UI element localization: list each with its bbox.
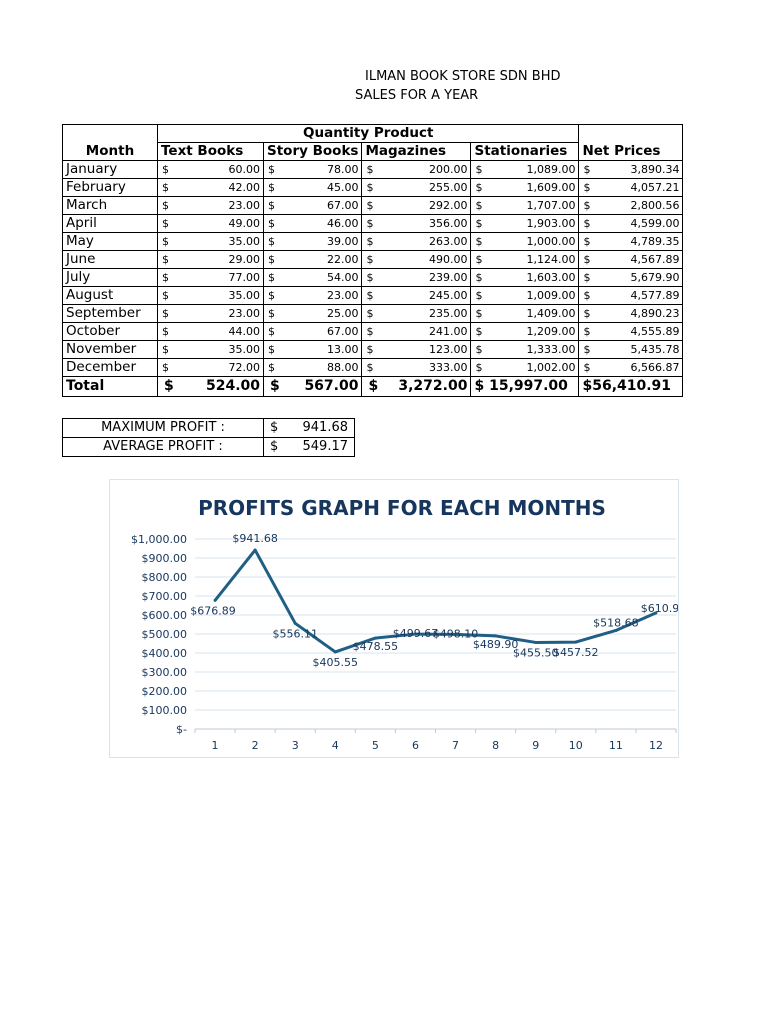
total-stat-value: $ 15,997.00 [474,378,568,394]
text-books-cell [158,179,264,197]
magazines-value: 239.00 [428,271,468,284]
stationaries-cell [471,269,579,287]
currency-symbol: $ [583,343,591,356]
magazines-value: 241.00 [428,325,468,338]
total-stat-cell [471,377,579,397]
text-books-cell [158,341,264,359]
month-cell: September [63,305,158,323]
data-label: $457.52 [553,646,599,660]
table-row [63,323,683,341]
text-books-cell [158,305,264,323]
x-tick-label: 7 [452,739,460,752]
story-books-value: 25.00 [326,307,359,320]
month-cell: June [63,251,158,269]
currency-symbol: $ [268,343,275,356]
story-books-value: 78.00 [326,163,359,176]
month-cell: May [63,233,158,251]
text-books-value: 29.00 [228,253,260,266]
stationaries-value: 1,707.00 [526,199,576,212]
total-text-cell [158,377,264,397]
table-row [63,305,683,323]
currency-symbol: $ [475,343,483,356]
magazines-cell [362,161,471,179]
y-tick-label: $800.00 [141,571,187,584]
magazines-cell [362,341,471,359]
y-tick-label: $600.00 [141,609,187,622]
magazines-value: 123.00 [428,343,468,356]
data-label: $498.10 [432,627,479,641]
stationaries-value: 1,124.00 [526,253,576,266]
net-prices-cell [579,323,683,341]
magazines-cell [362,359,471,377]
text-books-value: 35.00 [228,343,260,356]
text-books-value: 35.00 [228,235,260,248]
currency-symbol: $ [162,325,169,338]
max-profit-cell [264,419,355,438]
col-magazines: Magazines [362,143,471,161]
table-row [63,161,683,179]
currency-symbol: $ [583,253,591,266]
magazines-value: 235.00 [428,307,468,320]
story-books-cell [264,179,362,197]
currency-symbol: $ [366,343,374,356]
x-tick-label: 12 [648,739,663,752]
currency-symbol: $ [366,271,374,284]
net-prices-value: 4,599.00 [630,217,680,230]
x-tick-label: 4 [331,739,339,752]
net-prices-value: 4,057.21 [630,181,680,194]
magazines-cell [362,215,471,233]
story-books-value: 46.00 [326,217,359,230]
net-prices-cell [579,215,683,233]
text-books-value: 42.00 [228,181,260,194]
currency-symbol: $ [475,325,483,338]
currency-symbol: $ [475,163,483,176]
text-books-cell [158,215,264,233]
text-books-cell [158,197,264,215]
net-prices-value: 4,567.89 [630,253,680,266]
month-cell: August [63,287,158,305]
currency-symbol: $ [475,289,483,302]
header-spacer-right [579,125,683,143]
currency-symbol: $ [270,439,279,454]
net-prices-value: 4,555.89 [630,325,680,338]
avg-profit-label: AVERAGE PROFIT : [63,438,264,457]
x-tick-label: 2 [251,739,259,752]
currency-symbol: $ [366,325,374,338]
magazines-value: 200.00 [428,163,468,176]
net-prices-value: 4,577.89 [630,289,680,302]
magazines-value: 490.00 [428,253,468,266]
text-books-value: 35.00 [228,289,260,302]
total-text-value: 524.00 [205,378,260,394]
table-row [63,215,683,233]
currency-symbol: $ [475,181,483,194]
currency-symbol: $ [164,378,174,394]
story-books-cell [264,233,362,251]
stationaries-value: 1,002.00 [526,361,576,374]
col-month: Month [63,143,158,161]
x-tick-label: 8 [492,739,500,752]
net-prices-cell [579,341,683,359]
data-label: $478.55 [352,640,399,654]
stationaries-value: 1,603.00 [526,271,576,284]
story-books-cell [264,323,362,341]
net-prices-value: 4,890.23 [630,307,680,320]
stationaries-value: 1,000.00 [526,235,576,248]
table-row [63,233,683,251]
currency-symbol: $ [268,307,275,320]
magazines-cell [362,305,471,323]
col-net-prices: Net Prices [579,143,683,161]
story-books-cell [264,197,362,215]
y-tick-label: $500.00 [141,628,187,641]
magazines-value: 255.00 [428,181,468,194]
currency-symbol: $ [366,253,374,266]
month-cell: January [63,161,158,179]
data-point [294,622,297,625]
currency-symbol: $ [268,271,275,284]
currency-symbol: $ [268,325,275,338]
currency-symbol: $ [162,163,169,176]
stationaries-cell [471,215,579,233]
text-books-cell [158,323,264,341]
max-profit-value: 941.68 [302,420,348,435]
data-label: $941.68 [232,532,278,546]
net-prices-cell [579,233,683,251]
data-label: $455.50 [512,646,559,660]
currency-symbol: $ [583,325,591,338]
stationaries-cell [471,179,579,197]
data-point [214,599,217,602]
profit-line-chart [110,480,679,758]
y-tick-label: $1,000.00 [131,533,187,546]
header-spacer [63,125,158,143]
stationaries-cell [471,323,579,341]
table-row [63,197,683,215]
stationaries-value: 1,609.00 [526,181,576,194]
net-prices-cell [579,179,683,197]
text-books-value: 49.00 [228,217,260,230]
table-row [63,359,683,377]
currency-symbol: $ [162,343,169,356]
stationaries-cell [471,251,579,269]
currency-symbol: $ [583,199,591,212]
net-prices-value: 6,566.87 [630,361,680,374]
total-net-value: $56,410.91 [582,378,672,394]
story-books-value: 23.00 [326,289,359,302]
currency-symbol: $ [583,181,591,194]
chart-title: PROFITS GRAPH FOR EACH MONTHS [198,496,606,520]
data-point [574,641,577,644]
text-books-value: 72.00 [228,361,260,374]
month-cell: July [63,269,158,287]
profit-chart [109,479,679,758]
magazines-cell [362,269,471,287]
max-profit-label: MAXIMUM PROFIT : [63,419,264,438]
x-tick-label: 6 [411,739,419,752]
currency-symbol: $ [475,271,483,284]
text-books-value: 23.00 [228,307,260,320]
stationaries-cell [471,359,579,377]
magazines-value: 245.00 [428,289,468,302]
currency-symbol: $ [366,181,374,194]
currency-symbol: $ [270,420,279,435]
magazines-cell [362,233,471,251]
currency-symbol: $ [162,307,169,320]
currency-symbol: $ [162,289,169,302]
stationaries-cell [471,305,579,323]
story-books-cell [264,215,362,233]
stationaries-value: 1,009.00 [526,289,576,302]
sales-table [62,124,683,397]
story-books-value: 88.00 [326,361,359,374]
magazines-value: 333.00 [428,361,468,374]
currency-symbol: $ [268,199,275,212]
currency-symbol: $ [162,235,169,248]
y-tick-label: $100.00 [141,704,187,717]
currency-symbol: $ [268,235,275,248]
currency-symbol: $ [475,199,483,212]
data-label: $556.11 [272,627,318,641]
currency-symbol: $ [583,307,591,320]
net-prices-value: 2,800.56 [630,199,680,212]
data-point [254,549,257,552]
month-cell: April [63,215,158,233]
col-text-books: Text Books [158,143,264,161]
currency-symbol: $ [368,378,379,394]
y-tick-label: $200.00 [141,685,187,698]
currency-symbol: $ [583,163,591,176]
text-books-cell [158,287,264,305]
x-tick-label: 10 [568,739,583,752]
text-books-cell [158,161,264,179]
month-cell: December [63,359,158,377]
report-subtitle: SALES FOR A YEAR [355,88,479,103]
currency-symbol: $ [162,361,169,374]
stationaries-value: 1,089.00 [526,163,576,176]
table-row [63,179,683,197]
stationaries-value: 1,903.00 [526,217,576,230]
story-books-cell [264,251,362,269]
currency-symbol: $ [366,163,374,176]
story-books-cell [264,269,362,287]
total-row [63,377,683,397]
table-row [63,287,683,305]
magazines-cell [362,197,471,215]
total-mag-value: 3,272.00 [398,378,468,394]
currency-symbol: $ [583,289,591,302]
avg-profit-cell [264,438,355,457]
currency-symbol: $ [366,307,374,320]
total-mag-cell [362,377,471,397]
currency-symbol: $ [366,199,374,212]
currency-symbol: $ [270,378,280,394]
text-books-cell [158,233,264,251]
text-books-value: 77.00 [228,271,260,284]
magazines-value: 356.00 [428,217,468,230]
story-books-value: 39.00 [326,235,359,248]
data-point [534,641,537,644]
net-prices-cell [579,287,683,305]
currency-symbol: $ [583,217,591,230]
month-cell: March [63,197,158,215]
y-tick-label: $400.00 [141,647,187,660]
net-prices-cell [579,269,683,287]
y-tick-label: $300.00 [141,666,187,679]
magazines-cell [362,179,471,197]
month-cell: October [63,323,158,341]
currency-symbol: $ [583,235,591,248]
magazines-value: 292.00 [428,199,468,212]
table-row [63,341,683,359]
story-books-cell [264,359,362,377]
net-prices-cell [579,305,683,323]
currency-symbol: $ [366,361,374,374]
net-prices-cell [579,359,683,377]
currency-symbol: $ [583,271,591,284]
net-prices-value: 5,435.78 [630,343,680,356]
stationaries-cell [471,341,579,359]
currency-symbol: $ [475,307,483,320]
x-tick-label: 1 [211,739,219,752]
data-label: $405.55 [312,655,359,669]
x-tick-label: 11 [608,739,623,752]
col-stationaries: Stationaries [471,143,579,161]
avg-profit-value: 549.17 [302,439,348,454]
currency-symbol: $ [162,181,169,194]
net-prices-value: 4,789.35 [630,235,680,248]
month-cell: February [63,179,158,197]
data-label: $676.89 [190,604,236,618]
company-title: ILMAN BOOK STORE SDN BHD [365,69,561,84]
story-books-value: 13.00 [326,343,359,356]
y-tick-label: $- [176,723,187,736]
stationaries-value: 1,333.00 [526,343,576,356]
story-books-cell [264,161,362,179]
table-row [63,269,683,287]
story-books-cell [264,287,362,305]
currency-symbol: $ [268,253,275,266]
x-tick-label: 5 [371,739,379,752]
stationaries-cell [471,287,579,305]
text-books-cell [158,359,264,377]
magazines-cell [362,287,471,305]
stationaries-cell [471,233,579,251]
story-books-value: 54.00 [326,271,359,284]
currency-symbol: $ [268,217,275,230]
text-books-value: 44.00 [228,325,260,338]
data-point [334,650,337,653]
data-label: $610.9 [640,601,680,615]
text-books-value: 23.00 [228,199,260,212]
magazines-cell [362,323,471,341]
text-books-cell [158,269,264,287]
profit-table [62,418,355,457]
magazines-cell [362,251,471,269]
currency-symbol: $ [268,289,275,302]
total-net-cell [579,377,683,397]
stationaries-value: 1,409.00 [526,307,576,320]
currency-symbol: $ [162,217,169,230]
y-tick-label: $900.00 [141,552,187,565]
story-books-cell [264,305,362,323]
data-label: $518.68 [593,616,639,630]
x-tick-label: 3 [291,739,299,752]
net-prices-value: 5,679.90 [630,271,680,284]
table-row [63,251,683,269]
y-tick-label: $700.00 [141,590,187,603]
currency-symbol: $ [162,253,169,266]
month-cell: November [63,341,158,359]
data-label: $499.67 [392,627,439,641]
currency-symbol: $ [475,361,483,374]
stationaries-cell [471,197,579,215]
group-header: Quantity Product [158,125,579,143]
currency-symbol: $ [268,361,275,374]
text-books-value: 60.00 [228,163,260,176]
net-prices-cell [579,251,683,269]
stationaries-value: 1,209.00 [526,325,576,338]
currency-symbol: $ [583,361,591,374]
net-prices-cell [579,197,683,215]
story-books-value: 45.00 [326,181,359,194]
currency-symbol: $ [268,181,275,194]
story-books-value: 67.00 [326,325,359,338]
total-label: Total [63,377,158,397]
currency-symbol: $ [366,217,374,230]
currency-symbol: $ [475,235,483,248]
stationaries-cell [471,161,579,179]
text-books-cell [158,251,264,269]
currency-symbol: $ [268,163,275,176]
currency-symbol: $ [162,271,169,284]
net-prices-value: 3,890.34 [630,163,680,176]
currency-symbol: $ [366,235,374,248]
currency-symbol: $ [366,289,374,302]
magazines-value: 263.00 [428,235,468,248]
currency-symbol: $ [475,253,483,266]
story-books-cell [264,341,362,359]
total-story-value: 567.00 [304,378,359,394]
total-story-cell [264,377,362,397]
col-story-books: Story Books [264,143,362,161]
story-books-value: 67.00 [326,199,359,212]
currency-symbol: $ [475,217,483,230]
data-label: $489.90 [472,637,519,651]
story-books-value: 22.00 [326,253,359,266]
x-tick-label: 9 [532,739,540,752]
net-prices-cell [579,161,683,179]
currency-symbol: $ [162,199,169,212]
